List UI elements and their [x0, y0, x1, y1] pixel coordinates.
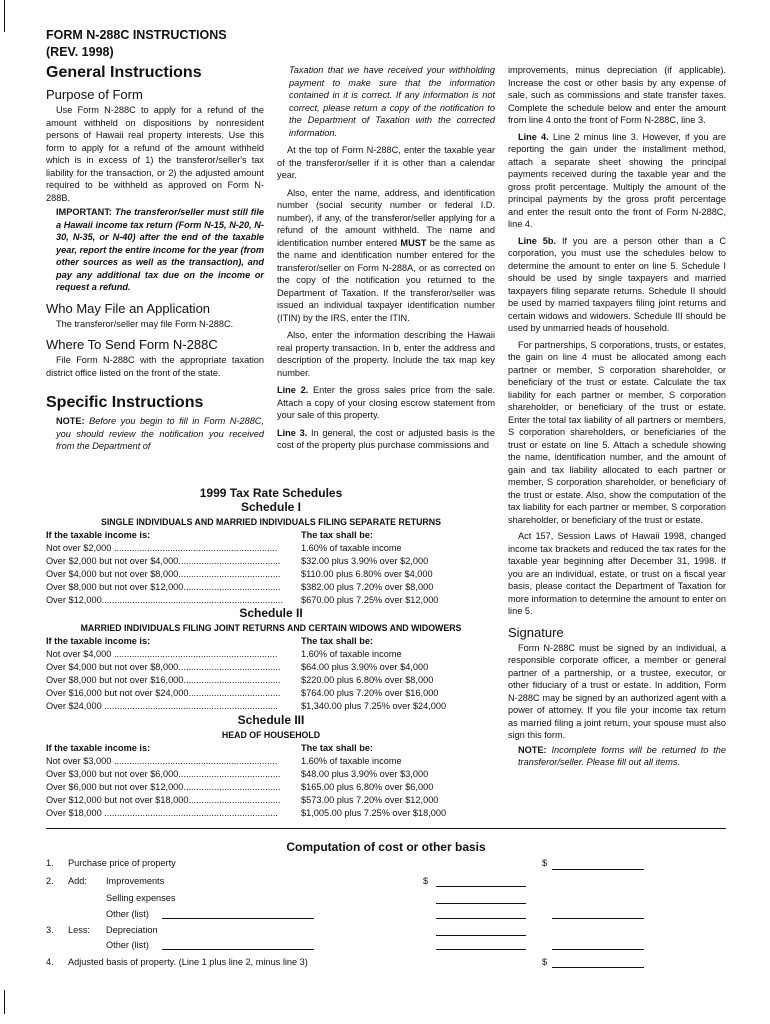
line-1-number: 1.	[46, 858, 54, 868]
line-1-field[interactable]	[552, 869, 644, 870]
table-row-label: Not over $4,000 ................................................................	[46, 649, 278, 659]
table-row-label: Over $3,000 but not over $6,000........................................	[46, 769, 281, 779]
column-2	[277, 64, 495, 452]
line-2-number: 2.	[46, 876, 54, 886]
col2-p2: At the top of Form N-288C, enter the taxable year of the transferor/seller if it is other than a calendar year.	[277, 145, 495, 180]
other-less-label: Other (list)	[106, 940, 149, 950]
table-row-label: Over $2,000 but not over $4,000........................................	[46, 556, 281, 566]
who-text: The transferor/seller may file Form N-288C.	[56, 318, 234, 329]
purpose-title: Purpose of Form	[46, 87, 143, 102]
purpose-text: Use Form N-288C to apply for a refund of the amount withheld on dispositions by nonresident persons of Hawaii real property interests. Use this form to apply for a refund of the amount withheld which is in excess of 1) the transferor/seller's tax liability for the transaction, or 2) the adjusted amount required to be withheld as approved on Form N-288B.	[46, 105, 264, 203]
computation-title: Computation of cost or other basis	[286, 840, 486, 854]
line-2-dollar: $	[423, 876, 429, 886]
line-4-field[interactable]	[552, 967, 644, 968]
table-row-value: $110.00 plus 6.80% over $4,000	[301, 569, 433, 579]
schedule-2-subtitle: MARRIED INDIVIDUALS FILING JOINT RETURNS AND CERTAIN WIDOWS AND WIDOWERS	[80, 623, 462, 633]
col2-p3b: be the same as the name and identification number entered for the transferor/seller on Form N-288A, or as corrected on the copy of the notification you returned to the Department of Taxation. If the transferor/seller was issued an individual taxpayer identification number (ITIN) by the IRS, enter the ITIN.	[277, 237, 495, 323]
col2-line2	[277, 384, 495, 422]
scan-mark-top	[4, 0, 5, 32]
col2-p4: Also, enter the information describing the Hawaii real property transaction. In b, enter the address and description of the property. Include the tax map key number.	[277, 330, 495, 378]
table-row-label: Over $6,000 but not over $12,000......................................	[46, 782, 281, 792]
col-left-header: If the taxable income is:	[46, 636, 151, 646]
line3-text: In general, the cost or adjusted basis is the cost of the property plus purchase commissions and	[277, 427, 495, 450]
line5b-text: If you are a person other than a C corporation, you must use the schedules below to determine the amount to enter on line 5. Schedule I should be used by single taxpayers and married taxpayers filing separate returns. Schedule II should be used by married taxpayers filing joint returns and certain widows and widowers. Schedule III should be used by unmarried heads of household.	[508, 235, 726, 333]
other-add-description-field[interactable]	[162, 918, 314, 919]
schedule-1-subtitle: SINGLE INDIVIDUALS AND MARRIED INDIVIDUALS FILING SEPARATE RETURNS	[101, 517, 441, 527]
important-text: The transferor/seller must still file a Hawaii income tax return (Form N-15, N-20, N-30, N-35, or N-40) after the end of the taxable year, report the entire income for the year (from other sources as well as the transaction), and pay any additional tax due on the income or request a refund.	[56, 207, 264, 292]
improvements-field[interactable]	[436, 886, 526, 887]
scan-mark-bottom	[4, 990, 5, 1014]
col3-line5b	[508, 235, 726, 335]
line-2-total-field[interactable]	[552, 918, 644, 919]
form-title: FORM N-288C INSTRUCTIONS	[46, 28, 227, 42]
table-row-value: $1,340.00 plus 7.25% over $24,000	[301, 701, 447, 711]
table-row-value: $64.00 plus 3.90% over $4,000	[301, 662, 429, 672]
line-1-label: Purchase price of property	[68, 858, 176, 868]
col2-p3	[277, 187, 495, 325]
depreciation-label: Depreciation	[106, 925, 158, 935]
line-3-total-field[interactable]	[552, 949, 644, 950]
table-row-label: Over $24,000 ....................................................................	[46, 701, 278, 711]
line4-label: Line 4.	[518, 131, 549, 142]
table-row-value: 1.60% of taxable income	[301, 649, 402, 659]
line3-label: Line 3.	[277, 427, 308, 438]
table-row-value: 1.60% of taxable income	[301, 543, 402, 553]
line2-label: Line 2.	[277, 385, 309, 395]
line-3-number: 3.	[46, 925, 54, 935]
line4-text: Line 2 minus line 3. However, if you are reporting the gain under the installment method, attach a separate sheet showing the principal payments received during the taxable year and the gross profit percentage. Multiply the amount of the principal payments by the gross profit percentage and enter the result onto the front of Form N-288C, line 4.	[508, 131, 726, 229]
table-row-value: 1.60% of taxable income	[301, 756, 402, 766]
note-text: Before you begin to fill in Form N-288C, you should review the notification you received from the Department of	[56, 416, 264, 451]
col2-p3-must: MUST	[400, 237, 427, 248]
signature-text: Form N-288C must be signed by an individual, a responsible corporate officer, a member or general partner of a partnership, or a trustee, executor, or other fiduciary of a trust or estate. In addition, Form N-288C may be signed by an authorized agent with a power of attorney. If you file your income tax return as married filing a joint return, your spouse must also sign this form.	[508, 642, 726, 740]
schedule-3	[46, 714, 496, 820]
depreciation-field[interactable]	[436, 935, 526, 936]
col-left-header: If the taxable income is:	[46, 530, 151, 540]
add-label: Add:	[68, 876, 87, 886]
where-title: Where To Send Form N-288C	[46, 337, 218, 352]
sig-note-text: Incomplete forms will be returned to the transferor/seller. Please fill out all items.	[518, 744, 726, 767]
other-add-amount-field[interactable]	[436, 918, 526, 919]
table-row-value: $48.00 plus 3.90% over $3,000	[301, 769, 429, 779]
line2-text: Enter the gross sales price from the sale. Attach a copy of your closing escrow statement from your sale of this property.	[277, 385, 495, 420]
table-row-value: $1,005.00 plus 7.25% over $18,000	[301, 808, 447, 818]
table-row-label: Over $12,000 but not over $18,000....................................	[46, 795, 281, 805]
schedule-1-title: Schedule I	[240, 500, 302, 514]
note-label: NOTE:	[56, 416, 85, 426]
table-row-label: Over $16,000 but not over $24,000....................................	[46, 688, 281, 698]
other-less-description-field[interactable]	[162, 949, 314, 950]
line-4-number: 4.	[46, 957, 54, 967]
table-row-label: Over $4,000 but not over $8,000........................................	[46, 569, 281, 579]
col-left-header: If the taxable income is:	[46, 743, 151, 753]
table-row-label: Over $18,000 ....................................................................	[46, 808, 278, 818]
line-4-dollar: $	[542, 957, 548, 967]
signature-note	[508, 744, 726, 769]
col-right-header: The tax shall be:	[301, 636, 373, 646]
table-row-label: Not over $2,000 ................................................................	[46, 543, 278, 553]
line-1-dollar: $	[542, 858, 548, 868]
col2-line3	[277, 427, 495, 452]
general-instructions-title: General Instructions	[46, 64, 202, 81]
table-row-value: $764.00 plus 7.20% over $16,000	[301, 688, 439, 698]
column-1	[46, 64, 264, 453]
other-less-amount-field[interactable]	[436, 949, 526, 950]
col-right-header: The tax shall be:	[301, 530, 373, 540]
col2-p3a: Also, enter the name, address, and identification number (social security number or federal I.D. number), if any, of the transferor/seller applying for a refund of the amount withheld. The name and identification number entered	[277, 187, 495, 248]
col2-p1: Taxation that we have received your withholding payment to make sure that the information contained in it is correct. If any information is not correct, please return a copy of the notification to the Department of Taxation with the corrected information.	[289, 65, 495, 138]
selling-expenses-field[interactable]	[436, 903, 526, 904]
schedule-3-subtitle: HEAD OF HOUSEHOLD	[221, 730, 321, 740]
col-right-header: The tax shall be:	[301, 743, 373, 753]
table-row-value: $32.00 plus 3.90% over $2,000	[301, 556, 429, 566]
selling-expenses-label: Selling expenses	[106, 893, 176, 903]
col3-line4	[508, 131, 726, 231]
table-row-value: $670.00 plus 7.25% over $12,000	[301, 595, 439, 605]
important-label: IMPORTANT:	[56, 207, 112, 217]
line-4-label: Adjusted basis of property. (Line 1 plus line 2, minus line 3)	[68, 957, 308, 967]
schedule-3-title: Schedule III	[237, 713, 305, 727]
table-row-label: Over $8,000 but not over $16,000......................................	[46, 675, 281, 685]
col3-p1: improvements, minus depreciation (if applicable). Increase the cost or other basis by any expense of sale, such as commissions and state transfer taxes. Complete the schedule below and enter the amount from line 4 onto the front of Form N-288C, line 3.	[508, 65, 726, 125]
col3-partners: For partnerships, S corporations, trusts, or estates, the gain on line 4 must be allocated among each partner or member, S corporation shareholder, or beneficiary of the trust or estate. Calculate the tax liability for each partner or member, S corporation shareholder, or beneficiary of the trust or estate. Enter the total tax liability of all partners or members, S corporation shareholders, or beneficiaries of the trust or estate on line 5. Attach a schedule showing the name, identification number, and the amount of gain and tax liability allocated to each partner or member, S corporation shareholder, or beneficiary of the trust or estate. Also, show the computation of the tax liability for each partner or member, S corporation shareholder, or beneficiary of the trust or estate.	[508, 339, 726, 525]
section-divider	[46, 828, 726, 829]
schedule-2-title: Schedule II	[239, 606, 303, 620]
table-row-value: $382.00 plus 7.20% over $8,000	[301, 582, 434, 592]
less-label: Less:	[68, 925, 90, 935]
col3-act: Act 157, Session Laws of Hawaii 1998, changed income tax brackets and reduced the tax rates for the taxable year beginning after December 31, 1998. If you are an individual, estate, or trust on a fiscal year basis, please contact the Department of Taxation for more information to determine the amount to enter on line 5.	[508, 531, 726, 616]
signature-title: Signature	[508, 624, 564, 640]
form-revision: (REV. 1998)	[46, 45, 114, 59]
sig-note-label: NOTE:	[518, 744, 547, 755]
table-row-label: Not over $3,000 ................................................................	[46, 756, 278, 766]
other-add-label: Other (list)	[106, 909, 149, 919]
table-row-label: Over $12,000.......................................................................	[46, 595, 283, 605]
column-3	[508, 64, 726, 769]
improvements-label: Improvements	[106, 876, 165, 886]
table-row-value: $220.00 plus 6.80% over $8,000	[301, 675, 434, 685]
schedule-1	[46, 501, 496, 607]
where-text: File Form N-288C with the appropriate taxation district office listed on the front of the state.	[46, 355, 264, 378]
specific-note	[46, 415, 264, 453]
specific-instructions-title: Specific Instructions	[46, 394, 204, 411]
schedules-title: 1999 Tax Rate Schedules	[199, 486, 343, 500]
table-row-value: $165.00 plus 6.80% over $6,000	[301, 782, 434, 792]
important-block	[46, 206, 264, 294]
table-row-label: Over $4,000 but not over $8,000........................................	[46, 662, 281, 672]
table-row-value: $573.00 plus 7.20% over $12,000	[301, 795, 439, 805]
schedule-2	[46, 607, 496, 713]
line5b-label: Line 5b.	[518, 235, 557, 246]
who-title: Who May File an Application	[46, 300, 211, 316]
table-row-label: Over $8,000 but not over $12,000......................................	[46, 582, 281, 592]
